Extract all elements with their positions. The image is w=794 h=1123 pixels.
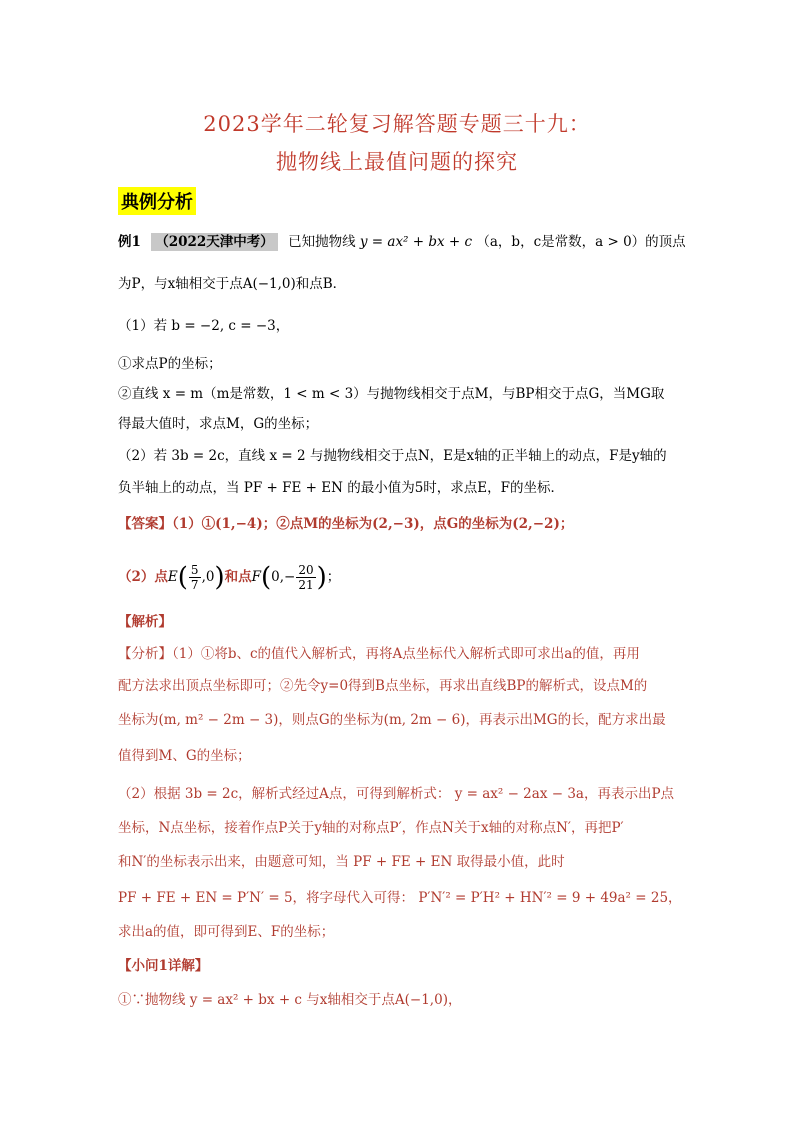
analysis-p1-line-1: 【分析】（1）①将b、c的值代入解析式，再将A点坐标代入解析式即可求出a的值，再用 bbox=[118, 646, 640, 662]
example-stem-line-1 bbox=[118, 232, 688, 252]
point-f-numerator: 20 bbox=[298, 563, 314, 577]
analysis-p2-line-3: 和N′的坐标表示出来，由题意可知，当 PF + FE + EN 取得最小值，此时 bbox=[118, 854, 565, 870]
analysis-p1-line-4: 值得到M、G的坐标； bbox=[118, 748, 251, 764]
analysis-p2-line-4: PF + FE + EN = P′N′ = 5，将字母代入可得： P′N′² = P′H² + HN′² = 9 + 49a² = 25， bbox=[118, 890, 682, 906]
analysis-p1-line-2: 配方法求出顶点坐标即可；②先令y=0得到B点坐标，再求出直线BP的解析式，设点M的 bbox=[118, 678, 648, 694]
sub-question-heading: 【小问1详解】 bbox=[118, 958, 209, 974]
point-e-numerator: 5 bbox=[190, 563, 199, 577]
question-1-part-ii-line-2: 得最大值时，求点M，G的坐标； bbox=[118, 416, 319, 432]
point-f-label: F bbox=[251, 569, 261, 585]
point-e-label: E bbox=[167, 569, 178, 585]
source-badge: （2022天津中考） bbox=[151, 233, 278, 251]
analysis-p2-line-5: 求出a的值，即可得到E、F的坐标； bbox=[118, 924, 335, 940]
example-label: 例1 bbox=[118, 234, 141, 250]
title-line-2: 抛物线上最值问题的探究 bbox=[276, 150, 518, 174]
point-f-denominator: 21 bbox=[298, 578, 314, 592]
point-e-denominator: 7 bbox=[190, 578, 199, 592]
sub-question-line-1: ①∵抛物线 y = ax² + bx + c 与x轴相交于点A(−1,0)， bbox=[118, 992, 462, 1008]
answer-part-1: （1）①(1,−4)；②点M的坐标为(2,−3)，点G的坐标为(2,−2)； bbox=[172, 516, 574, 532]
question-2-line-1: （2）若 3b = 2c，直线 x = 2 与抛物线相交于点N，E是x轴的正半轴上的动点，F是y轴的 bbox=[118, 448, 667, 464]
question-1-part-ii-line-1: ②直线 x = m（m是常数，1 < m < 3）与抛物线相交于点M，与BP相交于点G，当MG取 bbox=[118, 386, 665, 402]
example-stem-line-2: 为P，与x轴相交于点A(−1,0)和点B． bbox=[118, 276, 347, 292]
analysis-p1-line-3: 坐标为(m, m² − 2m − 3)，则点G的坐标为(m, 2m − 6)，再表示出MG的长，配方求出最 bbox=[118, 712, 666, 728]
section-heading: 典例分析 bbox=[118, 187, 196, 215]
answer-label: 【答案】 bbox=[118, 516, 172, 532]
stem-text-b: （a，b，c是常数，a > 0）的顶点 bbox=[476, 234, 686, 250]
stem-text-a: 已知抛物线 bbox=[288, 234, 356, 250]
analysis-p2-line-1: （2）根据 3b = 2c，解析式经过A点，可得到解析式： y = ax² − 2ax − 3a，再表示出P点 bbox=[118, 786, 675, 802]
question-1-part-i: ①求点P的坐标； bbox=[118, 356, 222, 372]
point-f-fraction bbox=[296, 563, 315, 592]
answer-part-2-mid: 和点 bbox=[224, 569, 252, 585]
title-line-1: 2023学年二轮复习解答题专题三十九： bbox=[203, 112, 591, 136]
point-e-tail: ,0 bbox=[201, 569, 215, 585]
answer-part-2-end: ； bbox=[326, 569, 341, 585]
analysis-heading: 【解析】 bbox=[118, 614, 172, 630]
answer-part-2-prefix: （2）点 bbox=[118, 569, 168, 585]
question-1: （1）若 b = −2, c = −3， bbox=[118, 318, 290, 334]
question-2-line-2: 负半轴上的动点，当 PF + FE + EN 的最小值为5时，求点E，F的坐标． bbox=[118, 480, 565, 496]
answer-line-1 bbox=[118, 514, 688, 534]
stem-equation: y = ax² + bx + c bbox=[359, 234, 473, 250]
analysis-p2-line-2: 坐标，N点坐标，接着作点P关于y轴的对称点P′，作点N关于x轴的对称点N′，再把P′ bbox=[118, 820, 624, 836]
point-e-fraction bbox=[189, 563, 201, 592]
answer-line-2: （2）点E( $\frac{5}{7}$ ,0)和点F(0,− $\frac{20}{21}$ )； bbox=[118, 562, 341, 593]
point-f-head: 0,− bbox=[271, 569, 296, 585]
